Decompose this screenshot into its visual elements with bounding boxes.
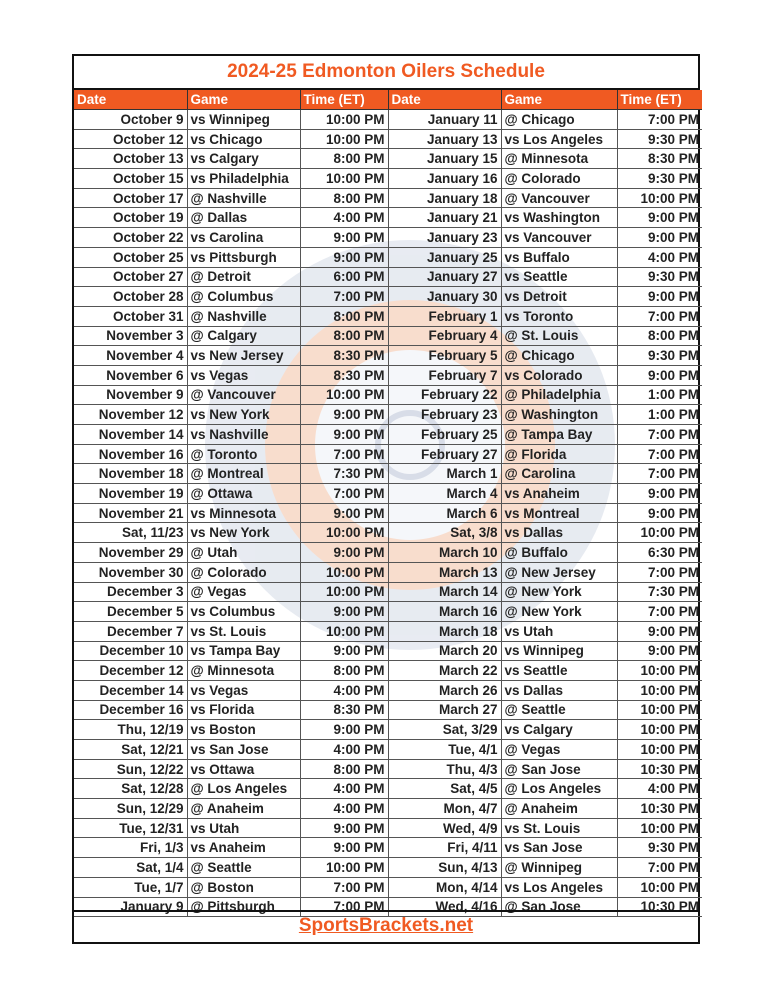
table-row bbox=[74, 700, 702, 720]
cell-game-2: vs Dallas bbox=[501, 680, 617, 700]
table-row bbox=[74, 149, 702, 169]
cell-date-2: February 27 bbox=[388, 444, 501, 464]
cell-date: December 7 bbox=[74, 621, 187, 641]
cell-time-2: 8:30 PM bbox=[617, 149, 702, 169]
cell-game-2: @ Los Angeles bbox=[501, 779, 617, 799]
cell-game-2: @ Seattle bbox=[501, 700, 617, 720]
table-row bbox=[74, 562, 702, 582]
cell-date-2: Wed, 4/16 bbox=[388, 897, 501, 917]
cell-time-2: 10:00 PM bbox=[617, 700, 702, 720]
cell-game-2: vs Washington bbox=[501, 208, 617, 228]
cell-time: 10:00 PM bbox=[300, 110, 388, 130]
cell-date-2: March 13 bbox=[388, 562, 501, 582]
cell-time-2: 9:00 PM bbox=[617, 503, 702, 523]
cell-time: 4:00 PM bbox=[300, 799, 388, 819]
cell-date: October 25 bbox=[74, 247, 187, 267]
cell-time: 8:00 PM bbox=[300, 149, 388, 169]
cell-date: December 16 bbox=[74, 700, 187, 720]
table-row bbox=[74, 503, 702, 523]
table-row bbox=[74, 326, 702, 346]
cell-time: 8:30 PM bbox=[300, 346, 388, 366]
cell-game-2: vs Dallas bbox=[501, 523, 617, 543]
table-row bbox=[74, 680, 702, 700]
cell-game: @ Vegas bbox=[187, 582, 300, 602]
cell-game: vs Florida bbox=[187, 700, 300, 720]
cell-time: 9:00 PM bbox=[300, 602, 388, 622]
table-row bbox=[74, 169, 702, 189]
table-row bbox=[74, 188, 702, 208]
cell-date-2: March 14 bbox=[388, 582, 501, 602]
cell-date: November 14 bbox=[74, 425, 187, 445]
header-date-2: Date bbox=[388, 90, 501, 110]
cell-date: October 22 bbox=[74, 228, 187, 248]
table-row bbox=[74, 543, 702, 563]
cell-game: vs Minnesota bbox=[187, 503, 300, 523]
table-row bbox=[74, 641, 702, 661]
cell-date-2: January 16 bbox=[388, 169, 501, 189]
schedule-sheet bbox=[72, 54, 700, 944]
cell-game: vs Tampa Bay bbox=[187, 641, 300, 661]
cell-game: vs San Jose bbox=[187, 740, 300, 760]
page-title: 2024-25 Edmonton Oilers Schedule bbox=[74, 56, 698, 90]
cell-game-2: vs Colorado bbox=[501, 365, 617, 385]
cell-date-2: January 18 bbox=[388, 188, 501, 208]
cell-game: @ Montreal bbox=[187, 464, 300, 484]
cell-time-2: 10:00 PM bbox=[617, 661, 702, 681]
cell-game-2: @ Washington bbox=[501, 405, 617, 425]
cell-date: December 5 bbox=[74, 602, 187, 622]
cell-date-2: Sat, 4/5 bbox=[388, 779, 501, 799]
cell-date-2: March 4 bbox=[388, 484, 501, 504]
cell-game: @ Vancouver bbox=[187, 385, 300, 405]
cell-game-2: vs Vancouver bbox=[501, 228, 617, 248]
cell-time: 4:00 PM bbox=[300, 680, 388, 700]
sportsbrackets-link[interactable]: SportsBrackets.net bbox=[298, 915, 474, 936]
cell-date: Sat, 12/28 bbox=[74, 779, 187, 799]
cell-game-2: @ Winnipeg bbox=[501, 858, 617, 878]
cell-time: 8:00 PM bbox=[300, 661, 388, 681]
cell-game: @ Colorado bbox=[187, 562, 300, 582]
cell-date: December 10 bbox=[74, 641, 187, 661]
cell-time-2: 7:30 PM bbox=[617, 582, 702, 602]
cell-date: Tue, 1/7 bbox=[74, 877, 187, 897]
cell-time-2: 9:30 PM bbox=[617, 346, 702, 366]
cell-game-2: vs San Jose bbox=[501, 838, 617, 858]
table-row bbox=[74, 602, 702, 622]
cell-time: 4:00 PM bbox=[300, 740, 388, 760]
cell-date: November 16 bbox=[74, 444, 187, 464]
cell-game: vs Vegas bbox=[187, 365, 300, 385]
table-row bbox=[74, 877, 702, 897]
cell-game-2: vs Detroit bbox=[501, 287, 617, 307]
cell-time: 4:00 PM bbox=[300, 208, 388, 228]
cell-time: 9:00 PM bbox=[300, 818, 388, 838]
cell-date-2: Tue, 4/1 bbox=[388, 740, 501, 760]
cell-date: November 18 bbox=[74, 464, 187, 484]
cell-time: 9:00 PM bbox=[300, 228, 388, 248]
cell-time-2: 7:00 PM bbox=[617, 562, 702, 582]
cell-game: vs Calgary bbox=[187, 149, 300, 169]
cell-game-2: @ Philadelphia bbox=[501, 385, 617, 405]
cell-game: @ Calgary bbox=[187, 326, 300, 346]
header-date: Date bbox=[74, 90, 187, 110]
cell-game: @ Los Angeles bbox=[187, 779, 300, 799]
cell-date: December 3 bbox=[74, 582, 187, 602]
cell-game: @ Seattle bbox=[187, 858, 300, 878]
table-row bbox=[74, 621, 702, 641]
cell-time: 9:00 PM bbox=[300, 720, 388, 740]
cell-date-2: February 23 bbox=[388, 405, 501, 425]
cell-date: Sat, 1/4 bbox=[74, 858, 187, 878]
cell-game: @ Columbus bbox=[187, 287, 300, 307]
cell-time-2: 9:00 PM bbox=[617, 365, 702, 385]
cell-date: October 12 bbox=[74, 129, 187, 149]
cell-date: October 31 bbox=[74, 306, 187, 326]
cell-game: vs Nashville bbox=[187, 425, 300, 445]
cell-date-2: Mon, 4/7 bbox=[388, 799, 501, 819]
cell-game-2: vs St. Louis bbox=[501, 818, 617, 838]
cell-game-2: @ New Jersey bbox=[501, 562, 617, 582]
table-row bbox=[74, 365, 702, 385]
table-row bbox=[74, 838, 702, 858]
cell-time-2: 1:00 PM bbox=[617, 385, 702, 405]
cell-date-2: January 11 bbox=[388, 110, 501, 130]
cell-game-2: @ Minnesota bbox=[501, 149, 617, 169]
cell-game: @ Minnesota bbox=[187, 661, 300, 681]
table-row bbox=[74, 405, 702, 425]
cell-date: November 19 bbox=[74, 484, 187, 504]
cell-date: Fri, 1/3 bbox=[74, 838, 187, 858]
cell-time-2: 9:30 PM bbox=[617, 129, 702, 149]
cell-time: 9:00 PM bbox=[300, 543, 388, 563]
cell-date: December 12 bbox=[74, 661, 187, 681]
table-row bbox=[74, 484, 702, 504]
cell-time: 9:00 PM bbox=[300, 641, 388, 661]
cell-time-2: 7:00 PM bbox=[617, 444, 702, 464]
cell-game-2: @ Tampa Bay bbox=[501, 425, 617, 445]
header-game-2: Game bbox=[501, 90, 617, 110]
cell-date-2: Sat, 3/8 bbox=[388, 523, 501, 543]
cell-time-2: 9:30 PM bbox=[617, 838, 702, 858]
cell-date: November 21 bbox=[74, 503, 187, 523]
cell-date: November 9 bbox=[74, 385, 187, 405]
cell-date: November 3 bbox=[74, 326, 187, 346]
cell-date-2: February 4 bbox=[388, 326, 501, 346]
cell-game-2: @ Vancouver bbox=[501, 188, 617, 208]
cell-date: October 19 bbox=[74, 208, 187, 228]
cell-game-2: @ Carolina bbox=[501, 464, 617, 484]
table-row bbox=[74, 759, 702, 779]
cell-date: October 13 bbox=[74, 149, 187, 169]
cell-time: 9:00 PM bbox=[300, 247, 388, 267]
cell-time-2: 4:00 PM bbox=[617, 779, 702, 799]
table-row bbox=[74, 425, 702, 445]
header-game: Game bbox=[187, 90, 300, 110]
cell-game: @ Dallas bbox=[187, 208, 300, 228]
table-row bbox=[74, 110, 702, 130]
cell-game: vs Chicago bbox=[187, 129, 300, 149]
cell-date-2: March 6 bbox=[388, 503, 501, 523]
cell-game: vs New York bbox=[187, 405, 300, 425]
cell-game-2: vs Utah bbox=[501, 621, 617, 641]
cell-time-2: 9:00 PM bbox=[617, 641, 702, 661]
cell-date-2: January 23 bbox=[388, 228, 501, 248]
cell-game: vs Utah bbox=[187, 818, 300, 838]
cell-time-2: 9:00 PM bbox=[617, 228, 702, 248]
cell-time-2: 7:00 PM bbox=[617, 110, 702, 130]
cell-time-2: 10:30 PM bbox=[617, 799, 702, 819]
cell-game-2: vs Buffalo bbox=[501, 247, 617, 267]
cell-game: @ Toronto bbox=[187, 444, 300, 464]
cell-time-2: 10:00 PM bbox=[617, 740, 702, 760]
cell-date-2: February 22 bbox=[388, 385, 501, 405]
cell-game: vs Columbus bbox=[187, 602, 300, 622]
cell-time-2: 10:00 PM bbox=[617, 720, 702, 740]
cell-time-2: 9:00 PM bbox=[617, 621, 702, 641]
cell-game: vs Boston bbox=[187, 720, 300, 740]
cell-date: October 15 bbox=[74, 169, 187, 189]
cell-date: October 9 bbox=[74, 110, 187, 130]
cell-date-2: February 7 bbox=[388, 365, 501, 385]
table-row bbox=[74, 740, 702, 760]
cell-game: @ Utah bbox=[187, 543, 300, 563]
cell-time-2: 9:00 PM bbox=[617, 484, 702, 504]
table-row bbox=[74, 661, 702, 681]
cell-time: 4:00 PM bbox=[300, 779, 388, 799]
cell-game: @ Nashville bbox=[187, 188, 300, 208]
cell-time-2: 10:30 PM bbox=[617, 897, 702, 917]
cell-game-2: @ Colorado bbox=[501, 169, 617, 189]
cell-time: 8:00 PM bbox=[300, 326, 388, 346]
table-row bbox=[74, 129, 702, 149]
header-time: Time (ET) bbox=[300, 90, 388, 110]
cell-game-2: @ Florida bbox=[501, 444, 617, 464]
cell-time: 9:00 PM bbox=[300, 425, 388, 445]
cell-time: 10:00 PM bbox=[300, 523, 388, 543]
cell-date: December 14 bbox=[74, 680, 187, 700]
cell-time-2: 7:00 PM bbox=[617, 306, 702, 326]
cell-date-2: March 27 bbox=[388, 700, 501, 720]
cell-date: October 17 bbox=[74, 188, 187, 208]
cell-date: Tue, 12/31 bbox=[74, 818, 187, 838]
cell-time-2: 10:00 PM bbox=[617, 818, 702, 838]
cell-date: Sat, 12/21 bbox=[74, 740, 187, 760]
cell-game: vs New York bbox=[187, 523, 300, 543]
cell-date: January 9 bbox=[74, 897, 187, 917]
cell-time: 8:00 PM bbox=[300, 188, 388, 208]
cell-game-2: vs Los Angeles bbox=[501, 129, 617, 149]
table-row bbox=[74, 858, 702, 878]
cell-game: @ Boston bbox=[187, 877, 300, 897]
schedule-table bbox=[74, 90, 702, 917]
cell-game: vs Philadelphia bbox=[187, 169, 300, 189]
cell-game-2: @ New York bbox=[501, 582, 617, 602]
cell-game-2: vs Seattle bbox=[501, 661, 617, 681]
cell-date-2: February 1 bbox=[388, 306, 501, 326]
cell-date-2: March 26 bbox=[388, 680, 501, 700]
cell-date-2: March 10 bbox=[388, 543, 501, 563]
cell-game-2: @ Chicago bbox=[501, 110, 617, 130]
table-row bbox=[74, 523, 702, 543]
cell-time-2: 10:00 PM bbox=[617, 188, 702, 208]
cell-time: 9:00 PM bbox=[300, 503, 388, 523]
cell-time: 7:00 PM bbox=[300, 877, 388, 897]
cell-time: 7:00 PM bbox=[300, 287, 388, 307]
cell-game: @ Nashville bbox=[187, 306, 300, 326]
cell-game: vs Vegas bbox=[187, 680, 300, 700]
cell-date: November 6 bbox=[74, 365, 187, 385]
table-row bbox=[74, 464, 702, 484]
table-row bbox=[74, 720, 702, 740]
cell-time: 7:00 PM bbox=[300, 484, 388, 504]
cell-date: Thu, 12/19 bbox=[74, 720, 187, 740]
cell-game-2: @ San Jose bbox=[501, 897, 617, 917]
cell-date-2: March 16 bbox=[388, 602, 501, 622]
cell-game: @ Detroit bbox=[187, 267, 300, 287]
cell-time-2: 10:00 PM bbox=[617, 523, 702, 543]
cell-date-2: Mon, 4/14 bbox=[388, 877, 501, 897]
table-row bbox=[74, 779, 702, 799]
cell-game-2: vs Winnipeg bbox=[501, 641, 617, 661]
cell-time-2: 8:00 PM bbox=[617, 326, 702, 346]
cell-game: vs Pittsburgh bbox=[187, 247, 300, 267]
cell-time: 9:00 PM bbox=[300, 405, 388, 425]
cell-time: 8:00 PM bbox=[300, 759, 388, 779]
footer bbox=[74, 910, 698, 942]
table-row bbox=[74, 444, 702, 464]
cell-date-2: Wed, 4/9 bbox=[388, 818, 501, 838]
cell-time: 10:00 PM bbox=[300, 621, 388, 641]
cell-game-2: vs Montreal bbox=[501, 503, 617, 523]
cell-time: 7:00 PM bbox=[300, 444, 388, 464]
cell-game-2: vs Anaheim bbox=[501, 484, 617, 504]
cell-game: vs Anaheim bbox=[187, 838, 300, 858]
cell-time: 8:00 PM bbox=[300, 306, 388, 326]
cell-time-2: 9:30 PM bbox=[617, 169, 702, 189]
cell-game-2: @ Anaheim bbox=[501, 799, 617, 819]
cell-time-2: 1:00 PM bbox=[617, 405, 702, 425]
cell-date: Sat, 11/23 bbox=[74, 523, 187, 543]
cell-time-2: 7:00 PM bbox=[617, 464, 702, 484]
cell-time-2: 9:30 PM bbox=[617, 267, 702, 287]
cell-time: 10:00 PM bbox=[300, 582, 388, 602]
cell-time: 7:30 PM bbox=[300, 464, 388, 484]
cell-date-2: March 20 bbox=[388, 641, 501, 661]
table-row bbox=[74, 582, 702, 602]
cell-game-2: @ Vegas bbox=[501, 740, 617, 760]
cell-date-2: January 30 bbox=[388, 287, 501, 307]
cell-time-2: 4:00 PM bbox=[617, 247, 702, 267]
cell-date-2: March 22 bbox=[388, 661, 501, 681]
cell-game: @ Pittsburgh bbox=[187, 897, 300, 917]
cell-date: November 29 bbox=[74, 543, 187, 563]
cell-game: vs Ottawa bbox=[187, 759, 300, 779]
cell-date-2: January 27 bbox=[388, 267, 501, 287]
cell-game-2: @ San Jose bbox=[501, 759, 617, 779]
table-row bbox=[74, 228, 702, 248]
table-row bbox=[74, 799, 702, 819]
cell-time: 8:30 PM bbox=[300, 700, 388, 720]
cell-time: 6:00 PM bbox=[300, 267, 388, 287]
cell-time: 10:00 PM bbox=[300, 385, 388, 405]
cell-date-2: January 13 bbox=[388, 129, 501, 149]
cell-game: vs St. Louis bbox=[187, 621, 300, 641]
cell-time-2: 6:30 PM bbox=[617, 543, 702, 563]
cell-game-2: @ Chicago bbox=[501, 346, 617, 366]
cell-date: October 27 bbox=[74, 267, 187, 287]
cell-game: vs New Jersey bbox=[187, 346, 300, 366]
cell-time-2: 7:00 PM bbox=[617, 858, 702, 878]
cell-time: 9:00 PM bbox=[300, 838, 388, 858]
cell-date: October 28 bbox=[74, 287, 187, 307]
cell-game-2: vs Los Angeles bbox=[501, 877, 617, 897]
cell-game-2: @ New York bbox=[501, 602, 617, 622]
cell-game-2: vs Calgary bbox=[501, 720, 617, 740]
table-row bbox=[74, 818, 702, 838]
cell-game-2: vs Toronto bbox=[501, 306, 617, 326]
table-row bbox=[74, 208, 702, 228]
cell-date-2: Sat, 3/29 bbox=[388, 720, 501, 740]
cell-date: November 30 bbox=[74, 562, 187, 582]
cell-time-2: 9:00 PM bbox=[617, 287, 702, 307]
cell-date: November 12 bbox=[74, 405, 187, 425]
cell-date-2: January 15 bbox=[388, 149, 501, 169]
table-row bbox=[74, 306, 702, 326]
cell-game-2: @ St. Louis bbox=[501, 326, 617, 346]
table-row bbox=[74, 346, 702, 366]
cell-game: @ Ottawa bbox=[187, 484, 300, 504]
cell-date: Sun, 12/22 bbox=[74, 759, 187, 779]
cell-game: vs Winnipeg bbox=[187, 110, 300, 130]
cell-date-2: January 21 bbox=[388, 208, 501, 228]
header-time-2: Time (ET) bbox=[617, 90, 702, 110]
cell-time: 8:30 PM bbox=[300, 365, 388, 385]
cell-date: Sun, 12/29 bbox=[74, 799, 187, 819]
table-row bbox=[74, 247, 702, 267]
cell-time: 10:00 PM bbox=[300, 562, 388, 582]
header-row bbox=[74, 90, 702, 110]
cell-date-2: January 25 bbox=[388, 247, 501, 267]
cell-time: 7:00 PM bbox=[300, 897, 388, 917]
cell-date-2: February 25 bbox=[388, 425, 501, 445]
cell-date: November 4 bbox=[74, 346, 187, 366]
cell-time-2: 10:30 PM bbox=[617, 759, 702, 779]
cell-date-2: Sun, 4/13 bbox=[388, 858, 501, 878]
cell-date-2: Thu, 4/3 bbox=[388, 759, 501, 779]
cell-date-2: March 1 bbox=[388, 464, 501, 484]
table-row bbox=[74, 287, 702, 307]
cell-game-2: @ Buffalo bbox=[501, 543, 617, 563]
table-row bbox=[74, 267, 702, 287]
cell-time: 10:00 PM bbox=[300, 169, 388, 189]
cell-date-2: Fri, 4/11 bbox=[388, 838, 501, 858]
cell-date-2: February 5 bbox=[388, 346, 501, 366]
cell-time-2: 7:00 PM bbox=[617, 425, 702, 445]
cell-time: 10:00 PM bbox=[300, 858, 388, 878]
cell-time-2: 7:00 PM bbox=[617, 602, 702, 622]
cell-game: @ Anaheim bbox=[187, 799, 300, 819]
cell-time-2: 9:00 PM bbox=[617, 208, 702, 228]
cell-date-2: March 18 bbox=[388, 621, 501, 641]
cell-game-2: vs Seattle bbox=[501, 267, 617, 287]
cell-time: 10:00 PM bbox=[300, 129, 388, 149]
cell-time-2: 10:00 PM bbox=[617, 877, 702, 897]
cell-time-2: 10:00 PM bbox=[617, 680, 702, 700]
table-row bbox=[74, 385, 702, 405]
cell-game: vs Carolina bbox=[187, 228, 300, 248]
